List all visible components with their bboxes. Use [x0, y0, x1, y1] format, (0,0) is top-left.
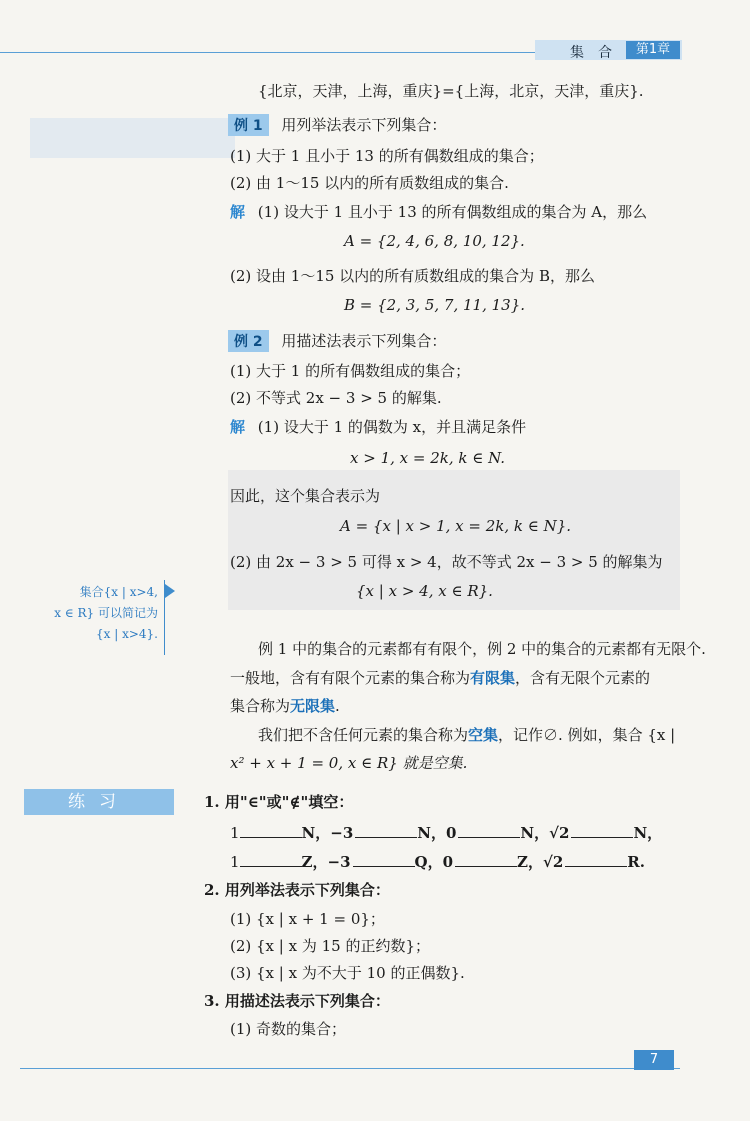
cell: N，	[633, 824, 663, 842]
condition-equation: x > 1, x = 2k, k ∈ N.	[350, 449, 506, 467]
cell: Q，0	[414, 853, 454, 871]
solution-set: {x | x > 4, x ∈ R}.	[356, 582, 493, 600]
practice-q2-3: (3) {x | x 为不大于 10 的正偶数}.	[230, 964, 465, 982]
paragraph-4	[258, 724, 675, 745]
sidenote	[40, 582, 158, 645]
set-b-equation: B = {2, 3, 5, 7, 11, 13}.	[344, 296, 526, 314]
set-a-equation: A = {2, 4, 6, 8, 10, 12}.	[344, 232, 525, 250]
solution-text: (1) 设大于 1 且小于 13 的所有偶数组成的集合为 A，那么	[257, 203, 648, 221]
term-finite-set: 有限集	[470, 669, 516, 687]
cell: N，√2	[520, 824, 570, 842]
answer-blank[interactable]	[355, 823, 417, 838]
cell: N，0	[417, 824, 457, 842]
bleed-through-bar	[30, 118, 235, 158]
practice-q3: 3. 用描述法表示下列集合：	[204, 992, 390, 1010]
example-2-q2: (2) 不等式 2x − 3 > 5 的解集.	[230, 389, 442, 407]
example-1-heading	[228, 114, 446, 136]
paragraph-5: x² + x + 1 = 0, x ∈ R} 就是空集.	[230, 754, 468, 772]
practice-q3-1: (1) 奇数的集合；	[230, 1020, 347, 1038]
cell: 1	[230, 824, 240, 842]
solution-label: 解	[230, 203, 246, 221]
example-2-title: 用描述法表示下列集合：	[281, 332, 447, 350]
solution-label: 解	[230, 418, 246, 436]
cell: R.	[627, 853, 645, 871]
answer-blank[interactable]	[458, 823, 520, 838]
example-2-text: 因此，这个集合表示为	[230, 487, 381, 505]
example-2-q1: (1) 大于 1 的所有偶数组成的集合；	[230, 362, 471, 380]
cell: Z，√2	[517, 853, 564, 871]
para4-text-a: 我们把不含任何元素的集合称为	[258, 726, 469, 744]
example-1-title: 用列举法表示下列集合：	[281, 116, 447, 134]
sidenote-line3: {x | x>4}.	[96, 627, 158, 641]
example-1-label: 例 1	[228, 114, 269, 136]
para3-text-b: .	[335, 697, 340, 715]
example-2-solution-line2: (2) 由 2x − 3 > 5 可得 x > 4，故不等式 2x − 3 > 5 的解集为	[230, 553, 663, 571]
footer-rule	[20, 1068, 680, 1069]
set-equality: {北京，天津，上海，重庆}={上海，北京，天津，重庆}.	[258, 82, 644, 100]
example-1-q2: (2) 由 1～15 以内的所有质数组成的集合.	[230, 174, 509, 192]
answer-blank[interactable]	[240, 852, 302, 867]
practice-title: 练习	[24, 789, 174, 815]
example-1-q1: (1) 大于 1 且小于 13 的所有偶数组成的集合；	[230, 147, 544, 165]
solution-text: (1) 设大于 1 的偶数为 x，并且满足条件	[257, 418, 527, 436]
answer-blank[interactable]	[353, 852, 415, 867]
cell: 1	[230, 853, 240, 871]
answer-blank[interactable]	[571, 823, 633, 838]
example-1-solution-line1	[230, 201, 647, 222]
example-2-label: 例 2	[228, 330, 269, 352]
example-1-solution-line2: (2) 设由 1～15 以内的所有质数组成的集合为 B，那么	[230, 267, 595, 285]
set-a-description: A = {x | x > 1, x = 2k, k ∈ N}.	[340, 517, 572, 535]
term-infinite-set: 无限集	[290, 697, 336, 715]
example-2-heading	[228, 330, 446, 352]
paragraph-2	[230, 667, 650, 688]
example-2-solution-line1	[230, 416, 526, 437]
paragraph-3	[230, 695, 340, 716]
chapter-title: 集 合	[570, 45, 612, 61]
cell: N，−3	[301, 824, 354, 842]
practice-q2: 2. 用列举法表示下列集合：	[204, 881, 390, 899]
para2-text-a: 一般地，含有有限个元素的集合称为	[230, 669, 471, 687]
para2-text-b: ，含有无限个元素的	[515, 669, 651, 687]
practice-q2-2: (2) {x | x 为 15 的正约数}；	[230, 937, 431, 955]
cell: Z，−3	[301, 853, 351, 871]
answer-blank[interactable]	[240, 823, 302, 838]
paragraph-1: 例 1 中的集合的元素都有有限个，例 2 中的集合的元素都有无限个.	[258, 640, 706, 658]
page-number: 7	[634, 1050, 674, 1070]
practice-q1: 1. 用"∈"或"∉"填空：	[204, 793, 354, 811]
sidenote-line1: 集合{x | x>4,	[79, 585, 158, 599]
answer-blank[interactable]	[455, 852, 517, 867]
term-empty-set: 空集	[468, 726, 499, 744]
practice-row-2	[230, 851, 645, 872]
chapter-tag: 第1章	[626, 41, 680, 59]
para3-text-a: 集合称为	[230, 697, 291, 715]
sidenote-arrow-icon	[165, 584, 175, 598]
para4-text-b: ，记作∅. 例如，集合 {x |	[498, 726, 676, 744]
practice-row-1	[230, 822, 662, 843]
answer-blank[interactable]	[565, 852, 627, 867]
sidenote-line2: x ∈ R} 可以简记为	[54, 606, 158, 620]
practice-q2-1: (1) {x | x + 1 = 0}；	[230, 910, 385, 928]
